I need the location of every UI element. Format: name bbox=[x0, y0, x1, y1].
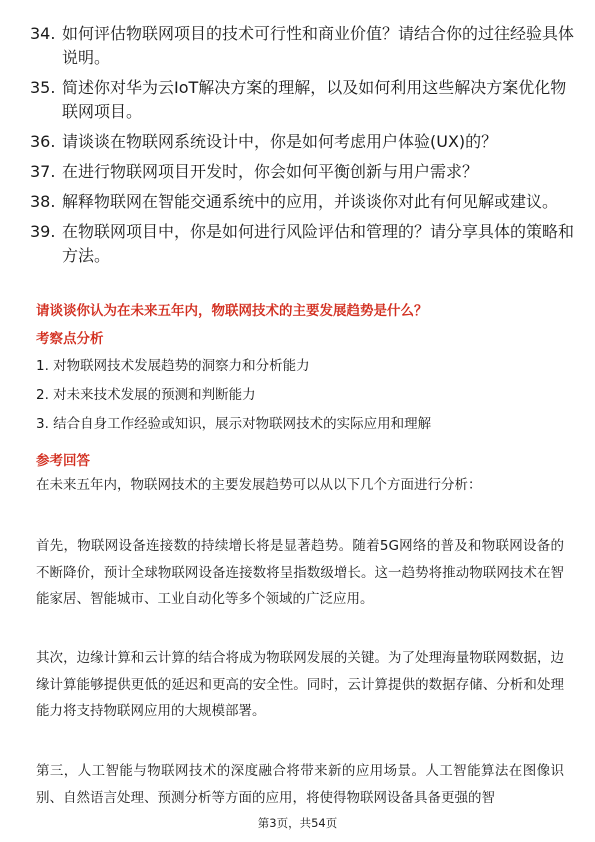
question-item bbox=[30, 130, 575, 154]
question-text: 请谈谈在物联网系统设计中，你是如何考虑用户体验(UX)的？ bbox=[62, 132, 498, 151]
answer-heading: 参考回答 bbox=[36, 453, 90, 469]
question-number: 37. bbox=[30, 162, 56, 181]
question-text: 解释物联网在智能交通系统中的应用，并谈谈你对此有何见解或建议。 bbox=[62, 192, 559, 211]
page-footer: 第3页，共54页 bbox=[257, 816, 338, 830]
question-item bbox=[30, 76, 575, 124]
answer-paragraph: 第三，人工智能与物联网技术的深度融合将带来新的应用场景。人工智能算法在图像识别、自然语言处理、预测分析等方面的应用，将使得物联网设备具备更强的智 bbox=[36, 763, 564, 806]
question-list bbox=[30, 22, 575, 274]
analysis-point: 1. 对物联网技术发展趋势的洞察力和分析能力 bbox=[36, 358, 310, 374]
question-text: 如何评估物联网项目的技术可行性和商业价值？请结合你的过往经验具体说明。 bbox=[62, 24, 575, 67]
question-text: 在进行物联网项目开发时，你会如何平衡创新与用户需求？ bbox=[62, 162, 479, 181]
question-text: 简述你对华为云IoT解决方案的理解，以及如何利用这些解决方案优化物联网项目。 bbox=[62, 78, 567, 121]
answer-paragraph: 其次，边缘计算和云计算的结合将成为物联网发展的关键。为了处理海量物联网数据，边缘计算能够提供更低的延迟和更高的安全性。同时，云计算提供的数据存储、分析和处理能力将支持物联网应用的大规模部署。 bbox=[36, 650, 564, 719]
analysis-point: 3. 结合自身工作经验或知识，展示对物联网技术的实际应用和理解 bbox=[36, 416, 432, 432]
analysis-heading: 考察点分析 bbox=[36, 331, 104, 347]
question-item bbox=[30, 220, 575, 268]
question-item bbox=[30, 160, 575, 184]
question-number: 38. bbox=[30, 192, 56, 211]
question-number: 39. bbox=[30, 222, 56, 241]
question-item bbox=[30, 22, 575, 70]
question-number: 36. bbox=[30, 132, 56, 151]
question-text: 在物联网项目中，你是如何进行风险评估和管理的？请分享具体的策略和方法。 bbox=[62, 222, 575, 265]
question-number: 34. bbox=[30, 24, 56, 43]
question-number: 35. bbox=[30, 78, 56, 97]
answer-paragraph: 首先，物联网设备连接数的持续增长将是显著趋势。随着5G网络的普及和物联网设备的不断降价，预计全球物联网设备连接数将呈指数级增长。这一趋势将推动物联网技术在智能家居、智能城市、工业自动化等多个领域的广泛应用。 bbox=[36, 538, 564, 607]
highlighted-question: 请谈谈你认为在未来五年内，物联网技术的主要发展趋势是什么？ bbox=[36, 303, 428, 319]
answer-intro: 在未来五年内，物联网技术的主要发展趋势可以从以下几个方面进行分析： bbox=[36, 477, 482, 493]
analysis-point: 2. 对未来技术发展的预测和判断能力 bbox=[36, 387, 256, 403]
question-item bbox=[30, 190, 575, 214]
analysis-points bbox=[36, 356, 566, 443]
